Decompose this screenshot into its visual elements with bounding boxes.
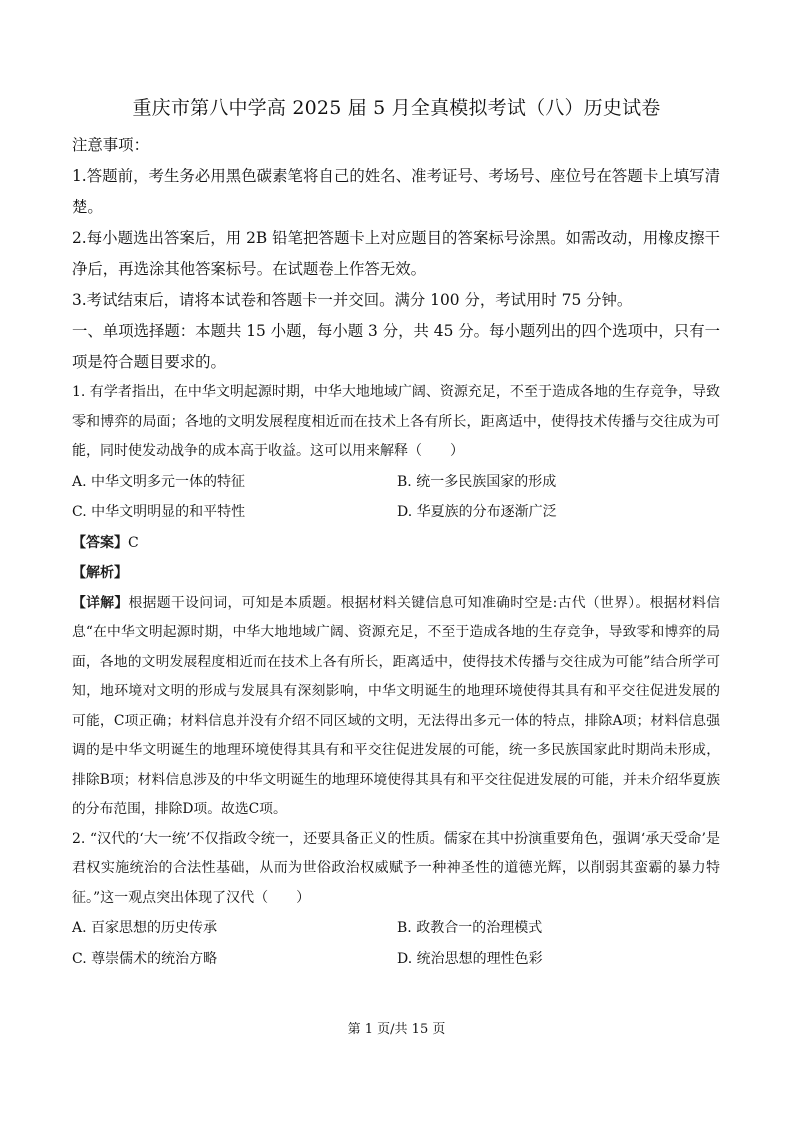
question-2-options [72,913,720,974]
question-1-option-c: C. 中华文明明显的和平特性 [72,504,246,520]
question-2-option-a: A. 百家思想的历史传承 [72,920,218,936]
notice-heading: 注意事项： [72,136,149,154]
page-number-footer: 第 1 页/共 15 页 [347,1022,446,1037]
page-title: 重庆市第八中学高 2025 届 5 月全真模拟考试（八）历史试卷 [132,97,661,119]
answer-value: C [128,534,139,551]
notice-item: 2.每小题选出答案后，用 2B 铅笔把答题卡上对应题目的答案标号涂黑。如需改动，用橡皮擦干净后，再选涂其他答案标号。在试题卷上作答无效。 [72,229,720,278]
question-2-stem: 2. “汉代的‘大一统’不仅指政令统一，还要具备正义的性质。儒家在其中扮演重要角色，强调‘承天受命’是君权实施统治的合法性基础，从而为世俗政治权威赋予一种神圣性的道德光辉，以削弱其蛮霸的暴力特征。”这一观点突出体现了汉代（ ） [72,830,720,906]
detail-tag: 【详解】 [72,594,129,611]
analysis-tag: 【解析】 [72,565,128,581]
section-heading: 一、单项选择题：本题共 15 小题，每小题 3 分，共 45 分。每小题列出的四个选项中，只有一项是符合题目要求的。 [72,322,720,371]
question-1-options [72,467,720,528]
question-1-option-a: A. 中华文明多元一体的特征 [72,473,246,490]
question-2-option-d: D. 统治思想的理性色彩 [397,950,543,967]
question-1-stem: 1. 有学者指出，在中华文明起源时期，中华大地地域广阔、资源充足，不至于造成各地的生存竞争，导致零和博弈的局面；各地的文明发展程度相近而在技术上各有所长，距离适中，使得技术传播与交往成为可能，同时使发动战争的成本高于收益。这可以用来解释（ ） [72,384,720,459]
question-1-option-d: D. 华夏族的分布逐渐广泛 [397,504,557,520]
answer-tag: 【答案】 [72,534,128,551]
question-2-option-b: B. 政教合一的治理模式 [397,920,543,936]
detail-paragraph [72,589,720,825]
notice-item: 1.答题前，考生务必用黑色碳素笔将自己的姓名、准考证号、考场号、座位号在答题卡上填写清楚。 [72,167,720,216]
analysis-line [72,558,720,589]
question-1-option-b: B. 统一多民族国家的形成 [397,473,557,490]
page-content [72,130,720,974]
question-2-option-c: C. 尊崇儒术的统治方略 [72,950,218,967]
notice-item: 3.考试结束后，请将本试卷和答题卡一并交回。满分 100 分，考试用时 75 分钟。 [72,291,633,309]
detail-text: 根据题干设问词，可知是本质题。根据材料关键信息可知准确时空是:古代（世界）。根据材料信息“在中华文明起源时期，中华大地地域广阔、资源充足，不至于造成各地的生存竞争，导致零和博弈的局面，各地的文明发展程度相近而在技术上各有所长，距离适中，使得技术传播与交往成为可能”结合所学可知，地环境对文明的形成与发展具有深刻影响，中华文明诞生的地理环境使得其具有和平交往促进发展的可能，C项正确；材料信息并没有介绍不同区域的文明，无法得出多元一体的特点，排除A项；材料信息强调的是中华文明诞生的地理环境使得其具有和平交往促进发展的可能，统一多民族国家此时期尚未形成，排除B项；材料信息涉及的中华文明诞生的地理环境使得其具有和平交往促进发展的可能，并未介绍华夏族的分布范围，排除D项。故选C项。 [72,594,720,817]
answer-line [72,528,720,559]
